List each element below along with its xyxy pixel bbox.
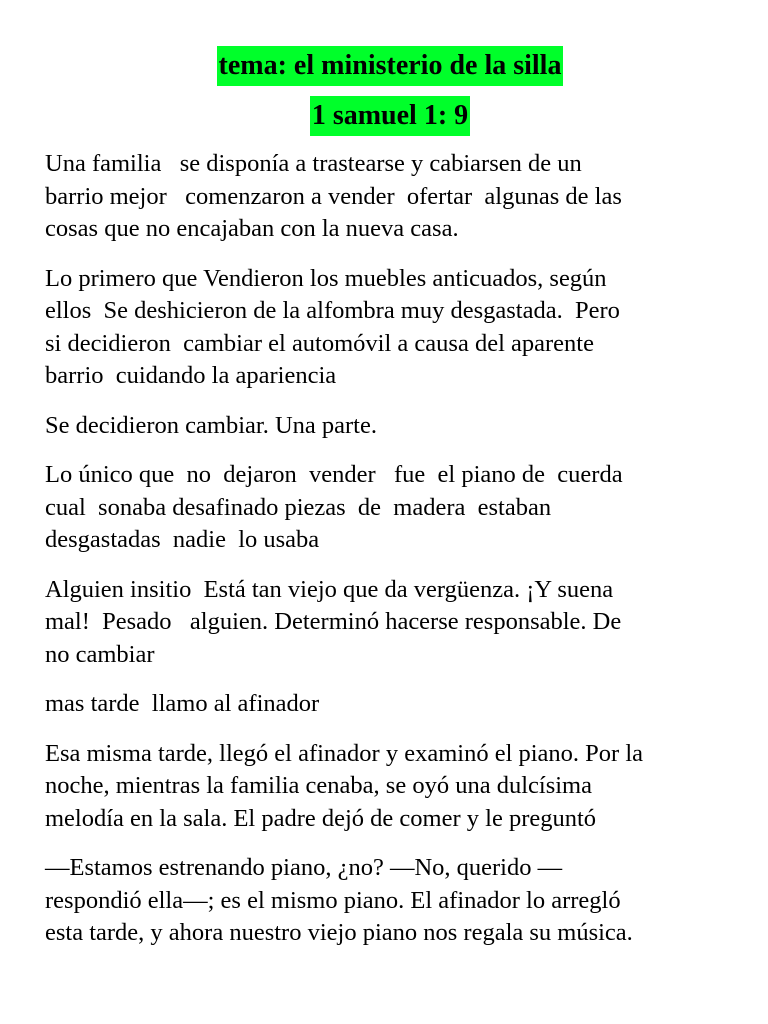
paragraph-8: —Estamos estrenando piano, ¿no? —No, querido — respondió ella—; es el mismo piano. El afinador lo arregló esta tarde, y ahora nuestro viejo piano nos regala su música. — [45, 854, 633, 946]
paragraph-2: Lo primero que Vendieron los muebles anticuados, según ellos Se deshicieron de la alfombra muy desgastada. Pero si decidieron cambiar el automóvil a causa del aparente barrio cuidando la apariencia — [45, 264, 620, 389]
reference-line — [45, 96, 735, 136]
paragraph-7: Esa misma tarde, llegó el afinador y examinó el piano. Por la noche, mientras la familia cenaba, se oyó una dulcísima melodía en la sala. El padre dejó de comer y le preguntó — [45, 739, 644, 832]
paragraph-3: Se decidieron cambiar. Una parte. — [45, 411, 377, 439]
title-line — [45, 46, 735, 86]
document-page — [45, 46, 735, 950]
paragraph-5: Alguien insitio Está tan viejo que da vergüenza. ¡Y suena mal! Pesado alguien. Determinó hacerse responsable. De no cambiar — [45, 575, 622, 668]
scripture-reference: 1 samuel 1: 9 — [310, 96, 470, 136]
document-title: tema: el ministerio de la silla — [217, 46, 564, 86]
paragraph-4: Lo único que no dejaron vender fue el piano de cuerda cual sonaba desafinado piezas de madera estaban desgastadas nadie lo usaba — [45, 461, 623, 553]
paragraph-1: Una familia se disponía a trastearse y cabiarsen de un barrio mejor comenzaron a vender ofertar algunas de las cosas que no encajaban con la nueva casa. — [45, 150, 622, 242]
paragraph-6: mas tarde llamo al afinador — [45, 690, 320, 717]
